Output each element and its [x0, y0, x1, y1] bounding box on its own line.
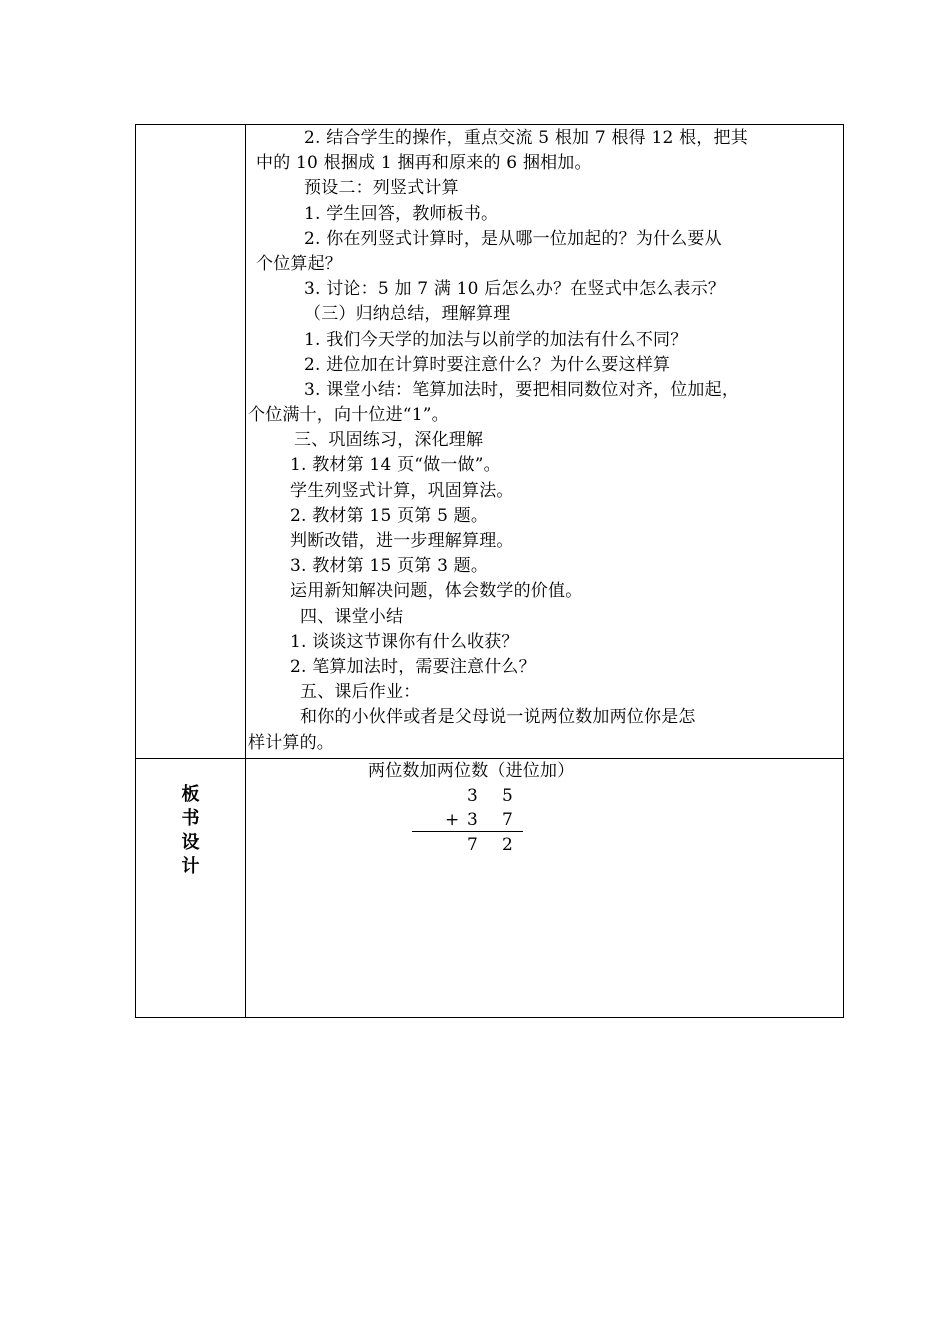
content-line: 2. 笔算加法时，需要注意什么？ [290, 656, 536, 677]
content-line: 2. 结合学生的操作，重点交流 5 根加 7 根得 12 根，把其 [304, 128, 748, 148]
content-line: 3. 课堂小结：笔算加法时，要把相同数位对齐，位加起， [304, 379, 740, 400]
content-line: 判断改错，进一步理解算理。 [290, 531, 514, 551]
content-line: 学生列竖式计算，巩固算法。 [290, 480, 514, 501]
section-heading: （三）归纳总结，理解算理 [304, 304, 511, 325]
content-line: 2. 教材第 15 页第 5 题。 [290, 505, 489, 526]
process-content [246, 125, 843, 758]
board-design-label-cell [136, 758, 246, 1017]
content-line: 预设二：列竖式计算 [304, 178, 459, 199]
section-heading: 三、巩固练习，深化理解 [294, 430, 484, 451]
plus-sign: + [445, 809, 460, 830]
content-line: 1. 教材第 14 页“做一做”。 [290, 455, 501, 476]
board-title: 两位数加两位数（进位加） [368, 760, 575, 781]
section-heading: 五、课后作业： [300, 682, 421, 703]
content-line: 样计算的。 [248, 732, 334, 753]
board-label-char: 设 [181, 831, 200, 853]
board-label-char: 计 [181, 855, 200, 877]
section-heading: 四、课堂小结 [300, 606, 404, 627]
addend-row-2 [246, 808, 646, 832]
lesson-plan-table [135, 124, 844, 1018]
ones-digit: 2 [502, 834, 513, 855]
content-line: 运用新知解决问题，体会数学的价值。 [290, 581, 583, 602]
content-line: 2. 你在列竖式计算时，是从哪一位加起的？为什么要从 [304, 228, 722, 249]
content-line: 个位满十，向十位进“1”。 [248, 405, 449, 426]
board-design-label [136, 759, 245, 879]
tens-digit: 3 [467, 785, 478, 806]
content-line: 1. 谈谈这节课你有什么收获？ [290, 631, 519, 652]
content-line: 3. 讨论：5 加 7 满 10 后怎么办？在竖式中怎么表示？ [304, 279, 726, 300]
ones-digit: 7 [502, 809, 513, 830]
process-label-cell [136, 125, 246, 759]
content-line: 1. 我们今天学的加法与以前学的加法有什么不同？ [304, 329, 688, 350]
content-line: 2. 进位加在计算时要注意什么？为什么要这样算 [304, 354, 671, 375]
content-line: 中的 10 根捆成 1 捆再和原来的 6 捆相加。 [256, 153, 592, 174]
board-label-char: 书 [181, 807, 200, 829]
content-line: 和你的小伙伴或者是父母说一说两位数加两位你是怎 [300, 707, 696, 728]
board-design-row [136, 758, 844, 1017]
addend-row-1 [246, 784, 646, 808]
tens-digit: 3 [467, 809, 478, 830]
board-label-char: 板 [181, 783, 200, 805]
board-design-content-cell [246, 758, 844, 1017]
content-line: 3. 教材第 15 页第 3 题。 [290, 556, 489, 577]
process-row [136, 125, 844, 759]
process-content-cell [246, 125, 844, 759]
content-line: 1. 学生回答，教师板书。 [304, 203, 499, 224]
board-design [246, 759, 843, 1017]
sum-underline [412, 831, 523, 832]
content-line: 个位算起？ [256, 253, 342, 274]
tens-digit: 7 [467, 834, 478, 855]
ones-digit: 5 [502, 785, 513, 806]
sum-row [246, 833, 646, 857]
